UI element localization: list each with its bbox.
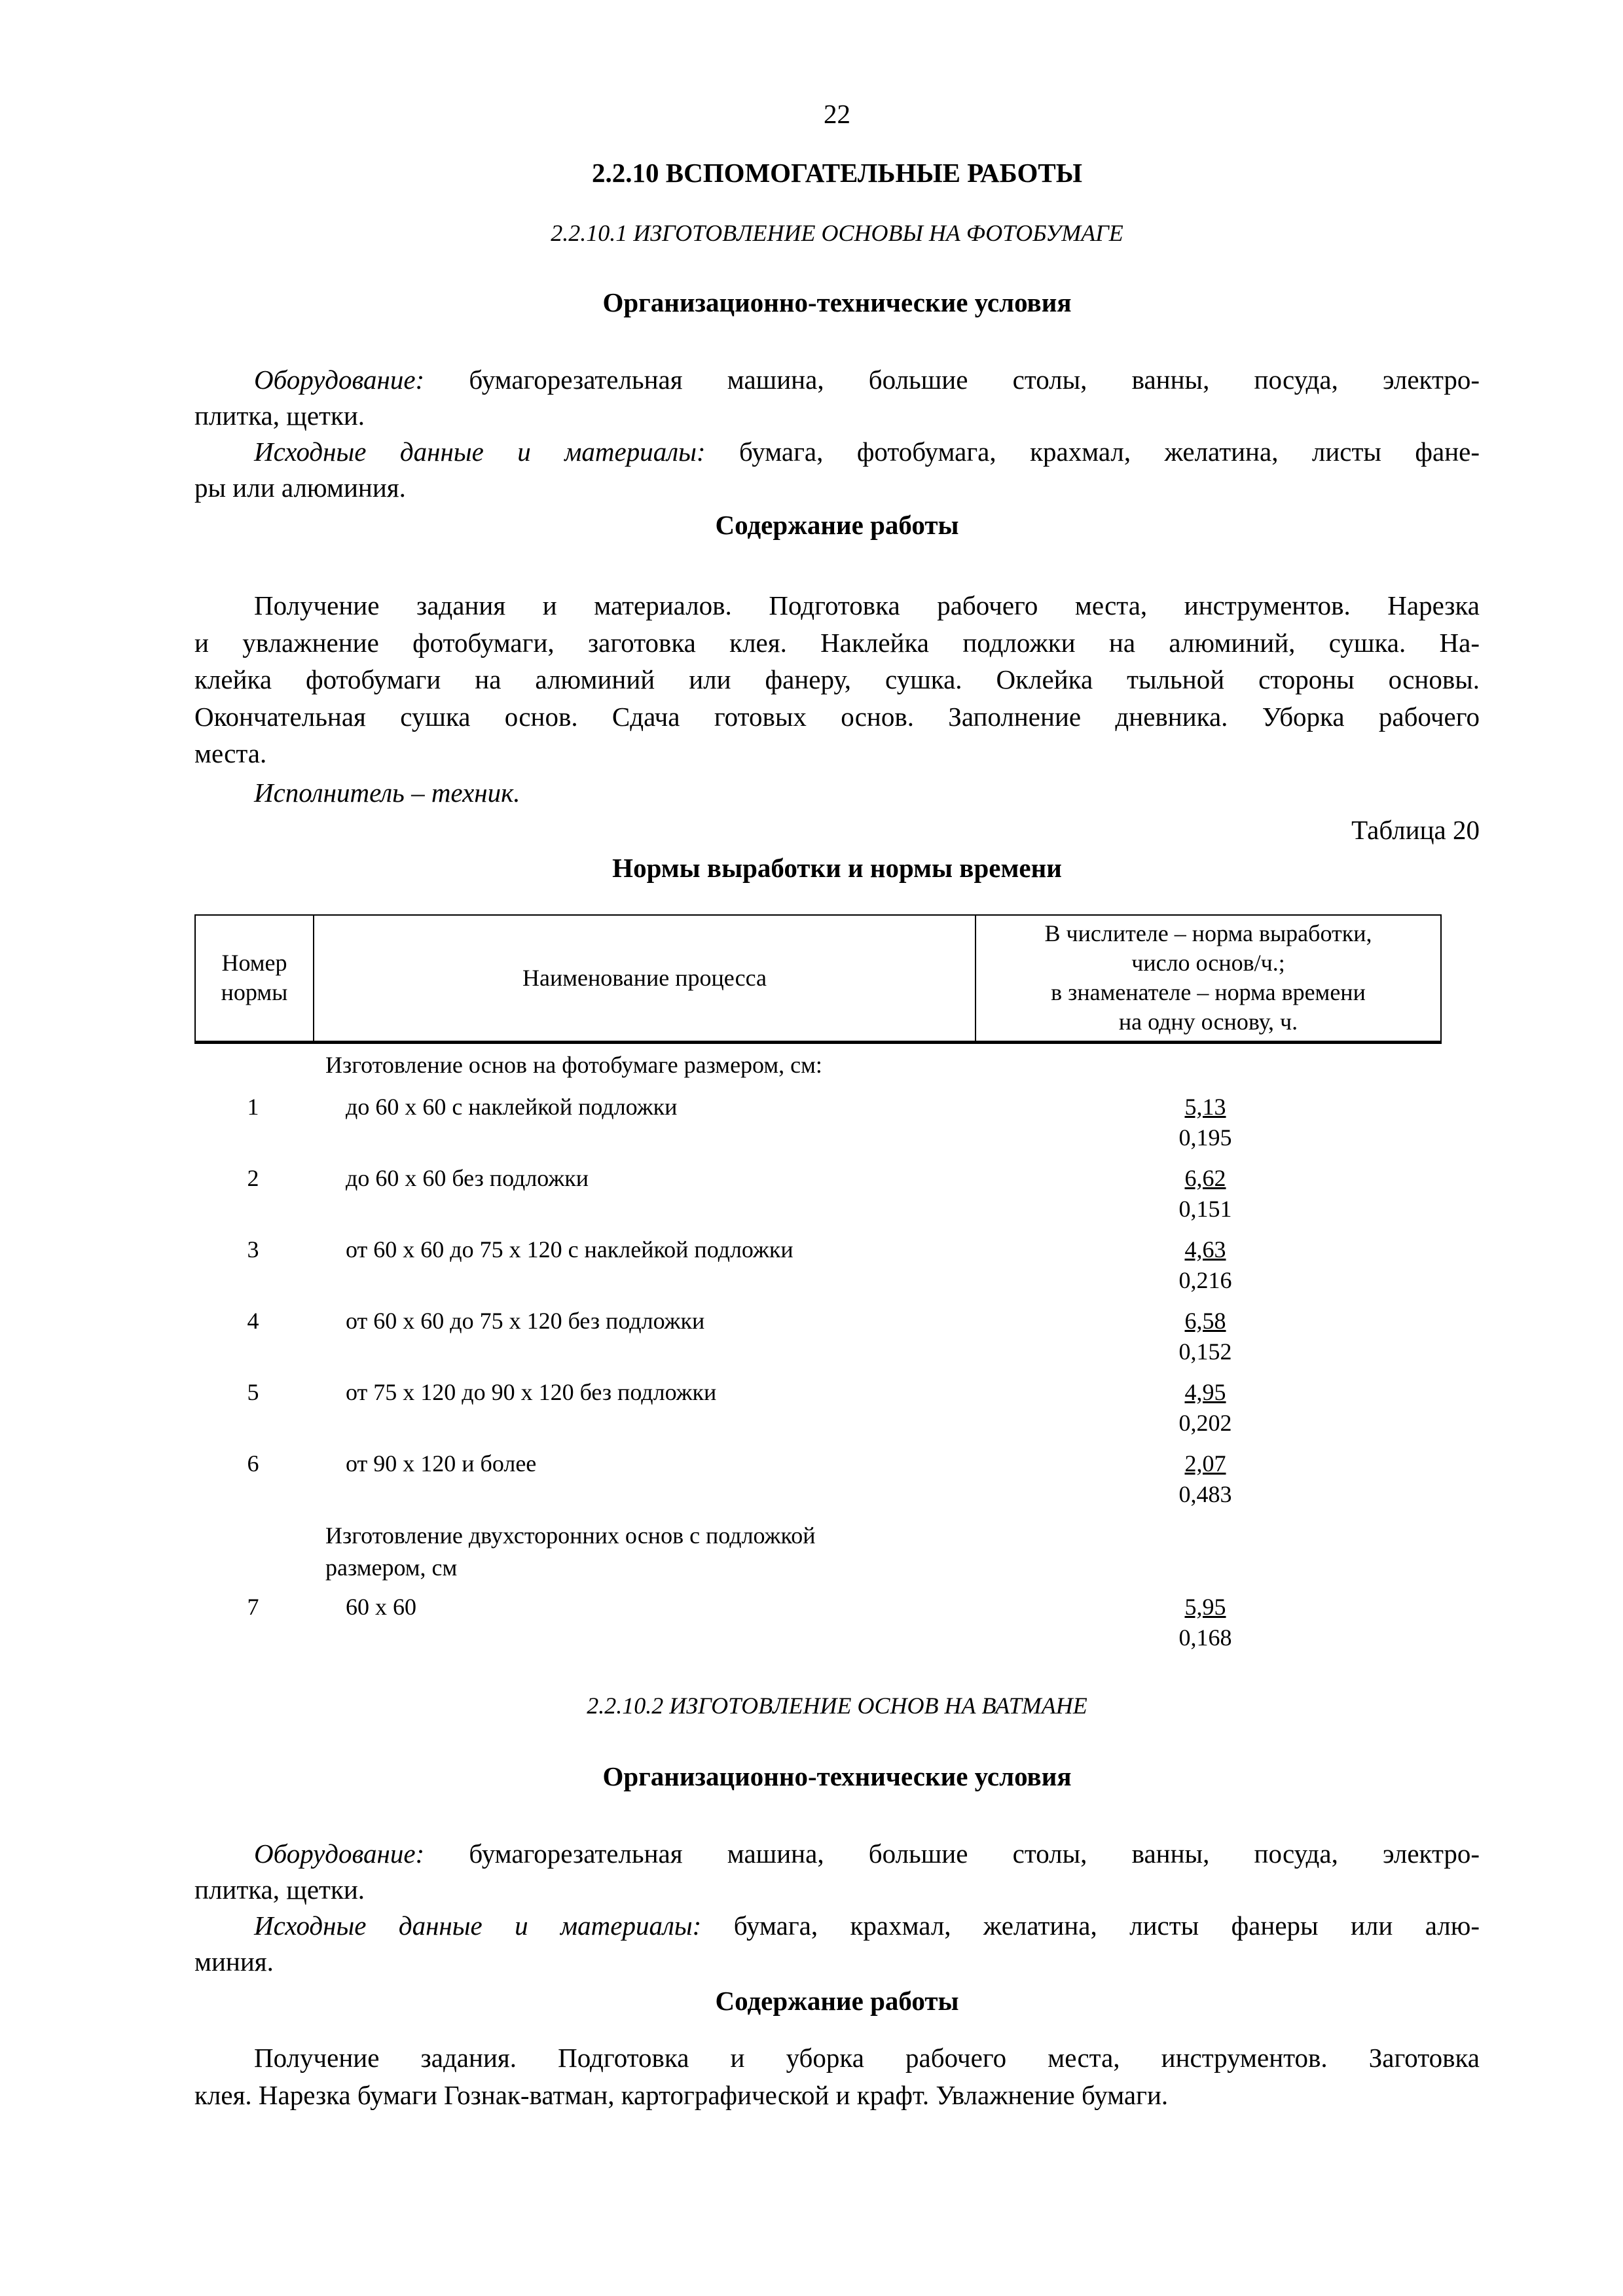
norm-number: 6	[247, 1450, 259, 1477]
norm-number: 2	[247, 1165, 259, 1191]
subsection-title: 2.2.10.1 ИЗГОТОВЛЕНИЕ ОСНОВЫ НА ФОТОБУМАГЕ	[551, 220, 1123, 246]
process-name: от 60 х 60 до 75 х 120 с наклейкой подложки	[346, 1236, 793, 1263]
process-name: 60 х 60	[346, 1594, 416, 1620]
content-line: Получение задания и материалов. Подготовка рабочего места, инструментов. Нарезка	[254, 590, 1480, 620]
materials-line	[254, 1908, 1480, 1944]
equipment-line-2: плитка, щетки.	[194, 401, 365, 431]
header-number-line: Номер	[221, 950, 287, 977]
content-heading: Содержание работы	[715, 510, 959, 540]
time-norm: 0,216	[1178, 1267, 1232, 1293]
time-norm: 0,483	[1178, 1481, 1232, 1507]
norm-number: 4	[247, 1308, 259, 1334]
header-norms-line: на одну основу, ч.	[1118, 1009, 1298, 1035]
norm-number: 3	[247, 1236, 259, 1263]
time-norm: 0,168	[1178, 1624, 1232, 1651]
materials-line	[254, 434, 1480, 470]
time-norm: 0,202	[1178, 1410, 1232, 1436]
output-norm: 6,62	[1184, 1165, 1226, 1191]
content-heading: Содержание работы	[715, 1986, 959, 2016]
header-norms	[976, 915, 1441, 1042]
conditions-heading: Организационно-технические условия	[602, 1761, 1072, 1791]
table-label: Таблица 20	[1351, 815, 1480, 845]
table-group-heading: размером, см	[325, 1554, 458, 1581]
page-number: 22	[824, 99, 850, 129]
process-name: до 60 х 60 без подложки	[346, 1165, 589, 1191]
section-title: 2.2.10 ВСПОМОГАТЕЛЬНЫЕ РАБОТЫ	[592, 158, 1082, 188]
conditions-heading: Организационно-технические условия	[602, 287, 1072, 317]
norm-number: 5	[247, 1379, 259, 1405]
content-line: и увлажнение фотобумаги, заготовка клея. Наклейка подложки на алюминий, сушка. На-	[194, 627, 1480, 658]
table-group-heading: Изготовление двухсторонних основ с подложкой	[325, 1522, 816, 1549]
output-norm: 4,95	[1184, 1379, 1226, 1405]
materials-line-2: миния.	[194, 1946, 274, 1977]
content-line: клейка фотобумаги на алюминий или фанеру, сушка. Оклейка тыльной стороны основы.	[194, 664, 1480, 694]
table-header	[194, 914, 1442, 1044]
process-name: до 60 х 60 с наклейкой подложки	[346, 1094, 678, 1120]
equipment-line	[254, 362, 1480, 398]
header-norms-line: в знаменателе – норма времени	[1051, 979, 1366, 1006]
time-norm: 0,195	[1178, 1124, 1232, 1151]
header-number	[195, 915, 314, 1042]
subsection-title: 2.2.10.2 ИЗГОТОВЛЕНИЕ ОСНОВ НА ВАТМАНЕ	[587, 1693, 1087, 1719]
header-process: Наименование процесса	[314, 915, 976, 1042]
performer: Исполнитель – техник.	[254, 778, 520, 808]
equipment-text: бумагорезательная машина, большие столы, ванны, посуда, электро-	[469, 365, 1480, 395]
header-number-line: нормы	[221, 979, 288, 1006]
equipment-text: бумагорезательная машина, большие столы, ванны, посуда, электро-	[469, 1839, 1480, 1869]
header-norms-line: число основ/ч.;	[1131, 950, 1285, 977]
process-name: от 75 х 120 до 90 х 120 без подложки	[346, 1379, 717, 1405]
equipment-line-2: плитка, щетки.	[194, 1874, 365, 1905]
output-norm: 4,63	[1184, 1236, 1226, 1263]
output-norm: 2,07	[1184, 1450, 1226, 1477]
equipment-label: Оборудование:	[254, 365, 425, 395]
materials-line-2: ры или алюминия.	[194, 473, 406, 503]
output-norm: 6,58	[1184, 1308, 1226, 1334]
equipment-label: Оборудование:	[254, 1839, 425, 1869]
table-title: Нормы выработки и нормы времени	[612, 853, 1062, 883]
header-norms-line: В числителе – норма выработки,	[1044, 920, 1372, 947]
content-line: клея. Нарезка бумаги Гознак-ватман, картографической и крафт. Увлажнение бумаги.	[194, 2079, 1169, 2110]
norm-number: 7	[247, 1594, 259, 1620]
output-norm: 5,13	[1184, 1094, 1226, 1120]
materials-text: бумага, фотобумага, крахмал, желатина, листы фане-	[739, 437, 1480, 467]
process-name: от 60 х 60 до 75 х 120 без подложки	[346, 1308, 705, 1334]
process-name: от 90 х 120 и более	[346, 1450, 537, 1477]
time-norm: 0,152	[1178, 1338, 1232, 1365]
equipment-line	[254, 1836, 1480, 1872]
norm-number: 1	[247, 1094, 259, 1120]
time-norm: 0,151	[1178, 1196, 1232, 1222]
output-norm: 5,95	[1184, 1594, 1226, 1620]
content-line: места.	[194, 738, 267, 768]
materials-label: Исходные данные и материалы:	[254, 437, 706, 467]
materials-text: бумага, крахмал, желатина, листы фанеры или алю-	[733, 1910, 1480, 1941]
content-line: Окончательная сушка основ. Сдача готовых основ. Заполнение дневника. Уборка рабочего	[194, 701, 1480, 732]
materials-label: Исходные данные и материалы:	[254, 1910, 702, 1941]
table-group-heading: Изготовление основ на фотобумаге размером, см:	[325, 1052, 822, 1078]
content-line: Получение задания. Подготовка и уборка рабочего места, инструментов. Заготовка	[254, 2043, 1480, 2073]
